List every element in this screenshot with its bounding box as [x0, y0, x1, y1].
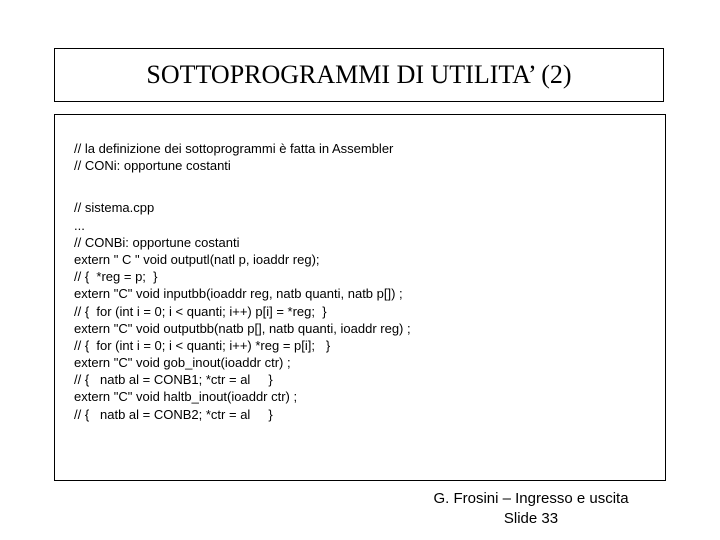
code-line: // { for (int i = 0; i < quanti; i++) p[i] = *reg; }	[74, 303, 327, 319]
code-lines	[74, 140, 411, 423]
code-line: // { natb al = CONB1; *ctr = al }	[74, 372, 273, 388]
code-line: // CONBi: opportune costanti	[74, 234, 240, 250]
blank-line	[74, 174, 411, 199]
code-line: // sistema.cpp	[74, 200, 155, 216]
code-line: extern " C " void outputl(natl p, ioaddr reg);	[74, 251, 320, 267]
code-line: extern "C" void haltb_inout(ioaddr ctr) ;	[74, 389, 298, 405]
slide-footer	[380, 489, 682, 529]
slide-title-box	[54, 48, 664, 102]
intro-line: // la definizione dei sottoprogrammi è fatta in Assembler	[74, 141, 394, 156]
code-line: extern "C" void inputbb(ioaddr reg, natb quanti, natb p[]) ;	[74, 286, 403, 302]
code-line: // { natb al = CONB2; *ctr = al }	[74, 406, 273, 422]
code-line: extern "C" void outputbb(natb p[], natb quanti, ioaddr reg) ;	[74, 320, 411, 336]
footer-author: G. Frosini – Ingresso e uscita	[433, 490, 629, 507]
footer-slide-number: Slide 33	[503, 510, 559, 527]
slide-title: SOTTOPROGRAMMI DI UTILITA’ (2)	[146, 60, 572, 89]
intro-line: // CONi: opportune costanti	[74, 158, 231, 174]
code-box	[54, 114, 666, 481]
code-line: // { for (int i = 0; i < quanti; i++) *reg = p[i]; }	[74, 337, 331, 353]
code-line: ...	[74, 217, 85, 233]
code-line: // { *reg = p; }	[74, 269, 158, 285]
code-line: extern "C" void gob_inout(ioaddr ctr) ;	[74, 355, 291, 371]
